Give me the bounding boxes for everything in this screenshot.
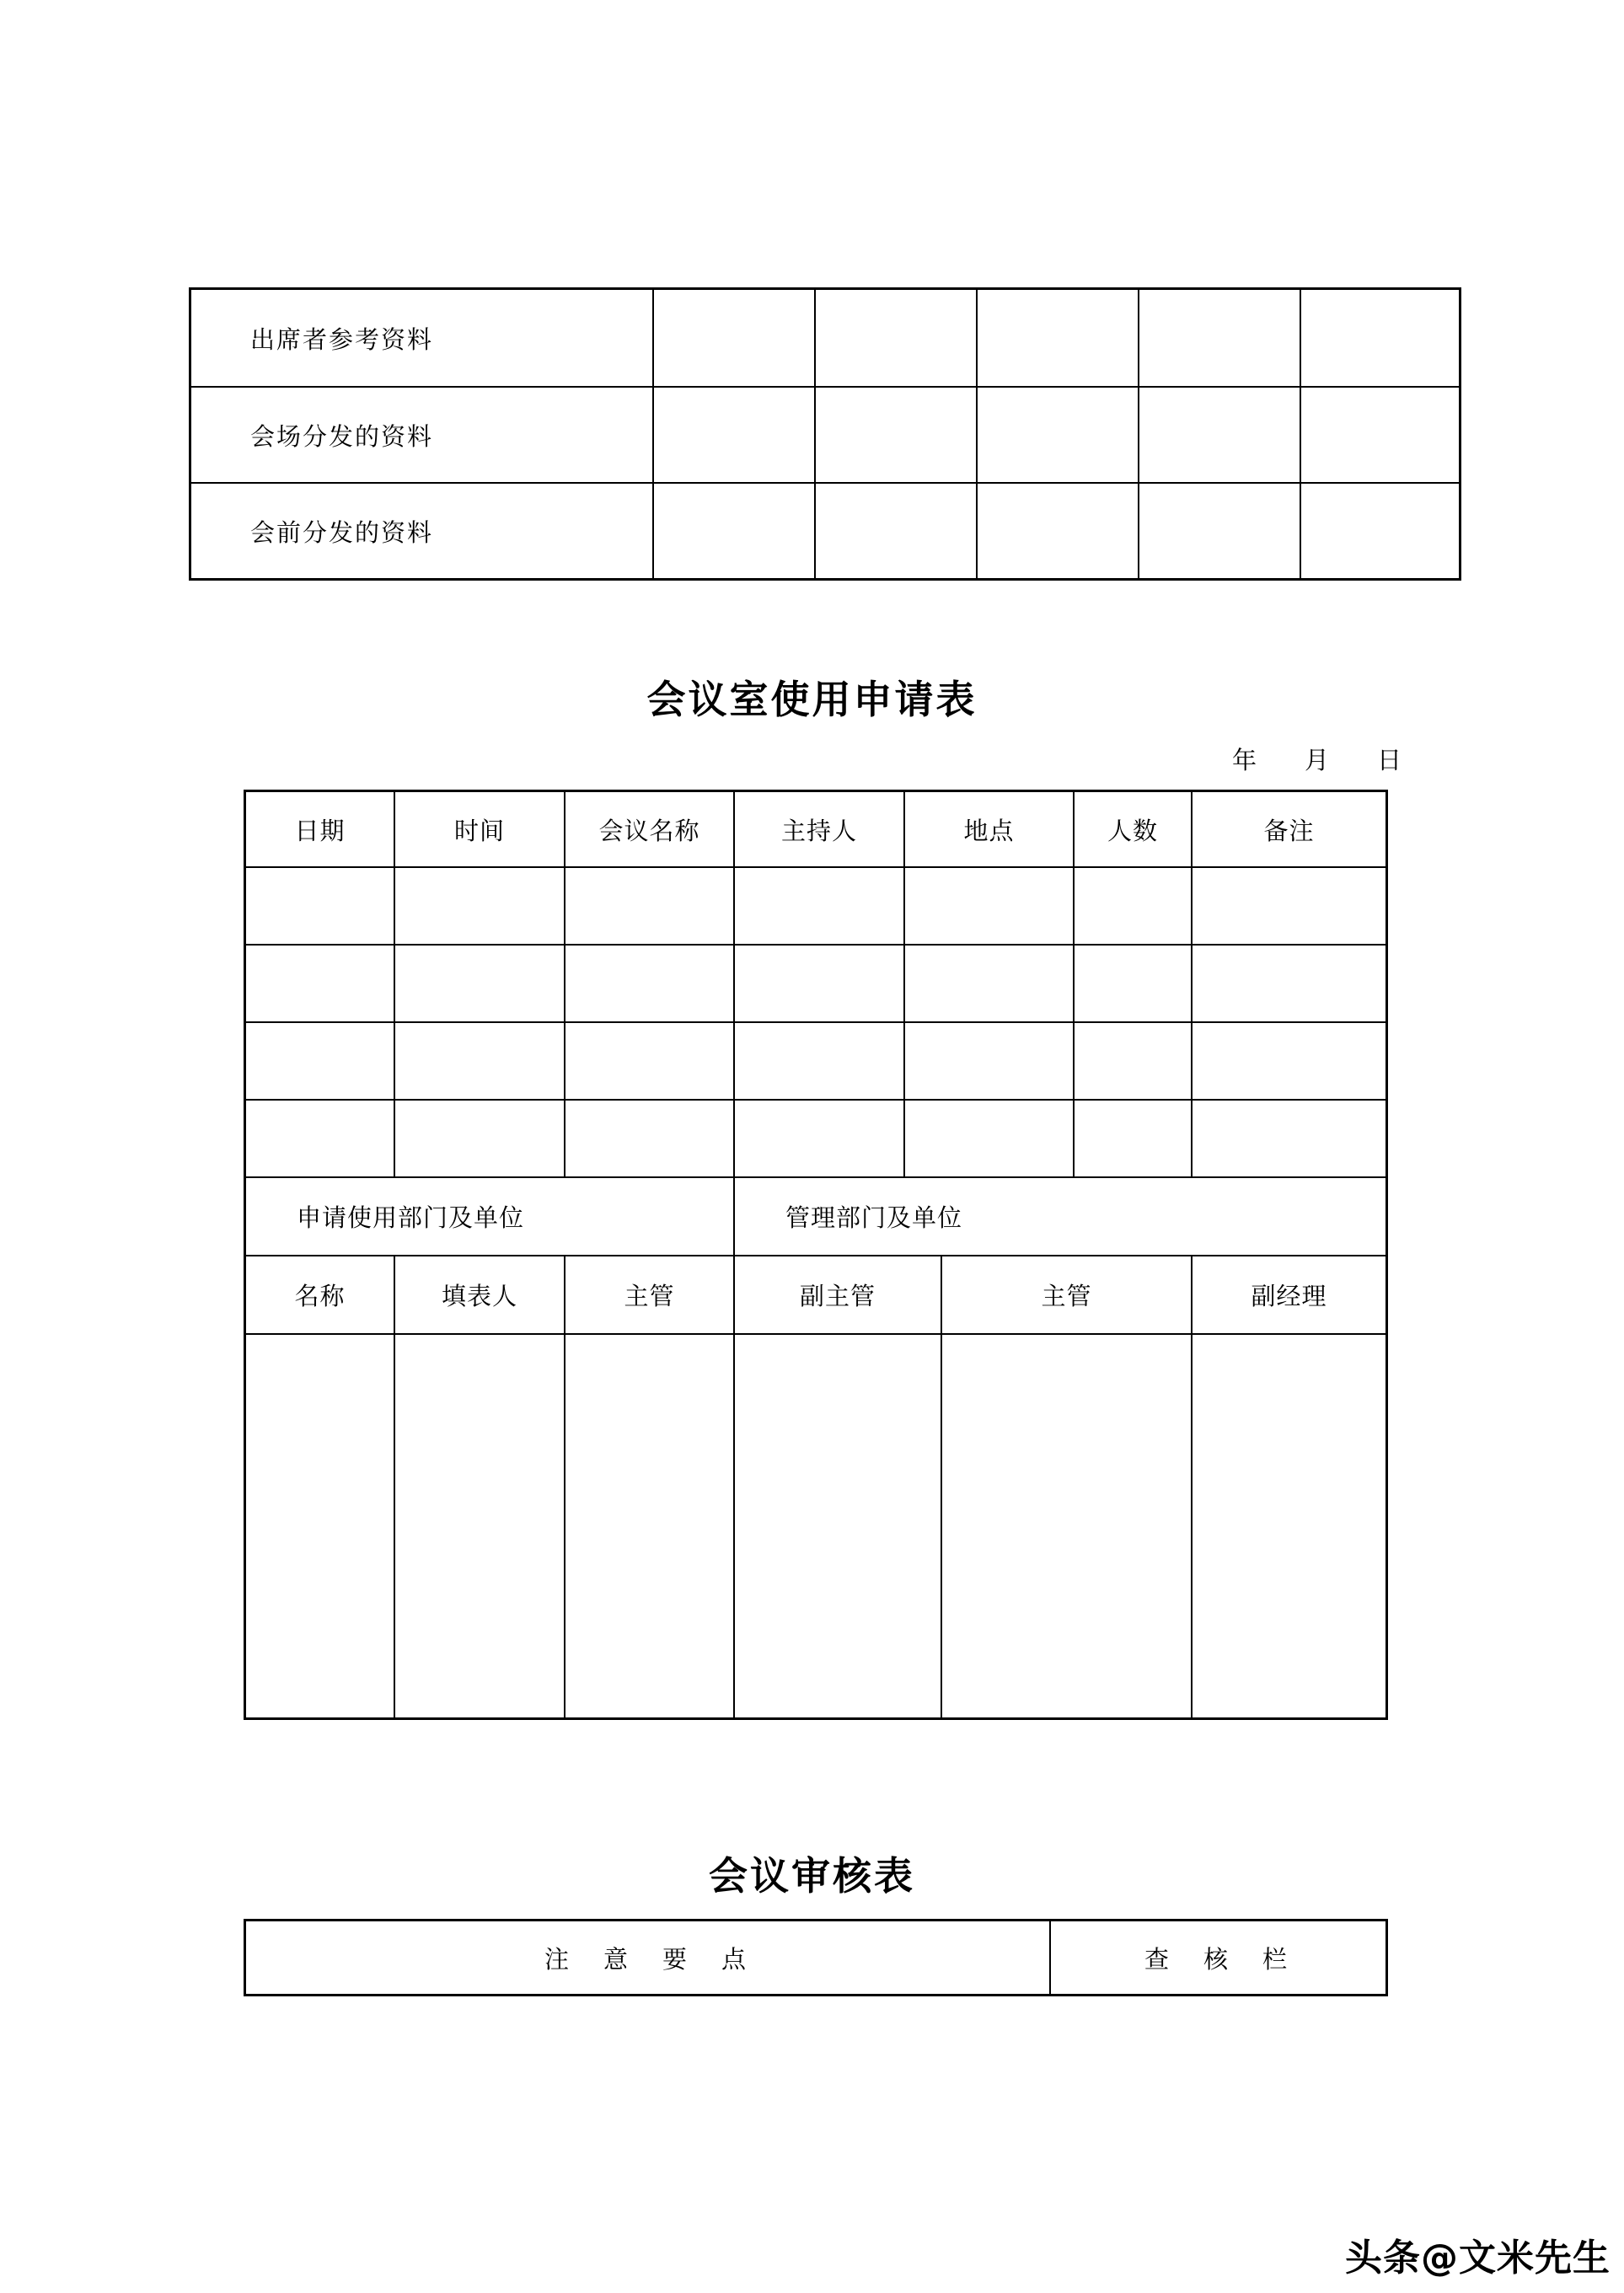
- empty-cell: [394, 1335, 564, 1717]
- empty-cell: [941, 1335, 1191, 1717]
- table-row: [246, 1099, 1385, 1176]
- empty-cell: [246, 1335, 394, 1717]
- subheader-filler: 填表人: [394, 1256, 564, 1333]
- empty-cell: [903, 1101, 1073, 1176]
- row-label: 会前分发的资料: [250, 517, 434, 547]
- subheader-deputy-supervisor: 副主管: [733, 1256, 941, 1333]
- empty-cell: [564, 1335, 733, 1717]
- subheader-supervisor: 主管: [564, 1256, 733, 1333]
- empty-cell: [903, 1023, 1073, 1099]
- row-label: 出席者参考资料: [250, 324, 434, 354]
- review-form-table: [244, 1919, 1388, 1996]
- empty-cell: [1191, 1023, 1385, 1099]
- column-header-remarks: 备注: [1191, 792, 1385, 866]
- column-header-location: 地点: [903, 792, 1073, 866]
- empty-cell: [976, 484, 1138, 578]
- empty-cell: [652, 388, 814, 482]
- empty-cell: [394, 946, 564, 1021]
- empty-cell: [976, 290, 1138, 386]
- empty-cell: [733, 1023, 903, 1099]
- subheader-row: [246, 1255, 1385, 1333]
- department-row: [246, 1176, 1385, 1255]
- empty-cell: [1073, 946, 1191, 1021]
- materials-table: [189, 287, 1461, 581]
- empty-cell: [1300, 290, 1459, 386]
- empty-cell: [1300, 484, 1459, 578]
- empty-cell: [1191, 1335, 1385, 1717]
- subheader-name: 名称: [294, 1282, 346, 1310]
- application-form-title: 会议室使用申请表: [646, 677, 978, 722]
- application-form-table: [244, 790, 1388, 1720]
- empty-cell: [1191, 868, 1385, 944]
- empty-cell: [814, 290, 976, 386]
- column-header-date: 日期: [294, 816, 346, 845]
- empty-cell: [1073, 1101, 1191, 1176]
- managing-department-label: 管理部门及单位: [733, 1178, 1385, 1255]
- table-row: [246, 1021, 1385, 1099]
- empty-cell: [814, 484, 976, 578]
- date-line: 年 月 日: [1231, 746, 1413, 774]
- note-points-header: 注 意 要 点: [246, 1921, 1051, 1994]
- table-row: [246, 944, 1385, 1021]
- column-header-host: 主持人: [733, 792, 903, 866]
- empty-cell: [1191, 1101, 1385, 1176]
- applicant-department-label: 申请使用部门及单位: [297, 1203, 525, 1232]
- watermark-text: 头条@文米先生: [1345, 2237, 1611, 2280]
- review-form-title: 会议审核表: [709, 1853, 915, 1899]
- column-header-time: 时间: [394, 792, 564, 866]
- empty-cell: [564, 1023, 733, 1099]
- empty-cell: [246, 946, 394, 1021]
- empty-cell: [733, 1101, 903, 1176]
- header-row: [246, 792, 1385, 866]
- empty-cell: [1073, 1023, 1191, 1099]
- empty-cell: [814, 388, 976, 482]
- table-row: [191, 386, 1459, 482]
- check-column-header: 查 核 栏: [1144, 1944, 1292, 1974]
- empty-cell: [394, 868, 564, 944]
- empty-cell: [1191, 946, 1385, 1021]
- empty-cell: [1138, 388, 1300, 482]
- table-row: [191, 482, 1459, 578]
- column-header-meeting-name: 会议名称: [564, 792, 733, 866]
- subheader-supervisor-2: 主管: [941, 1256, 1191, 1333]
- empty-cell: [652, 290, 814, 386]
- empty-cell: [733, 868, 903, 944]
- empty-cell: [733, 946, 903, 1021]
- row-label: 会场分发的资料: [250, 421, 434, 451]
- empty-cell: [394, 1023, 564, 1099]
- table-row: [191, 290, 1459, 386]
- empty-cell: [564, 868, 733, 944]
- empty-cell: [1138, 290, 1300, 386]
- table-row: [246, 866, 1385, 944]
- empty-cell: [1300, 388, 1459, 482]
- empty-cell: [564, 946, 733, 1021]
- empty-cell: [246, 868, 394, 944]
- empty-cell: [394, 1101, 564, 1176]
- empty-cell: [1138, 484, 1300, 578]
- empty-cell: [733, 1335, 941, 1717]
- column-header-headcount: 人数: [1073, 792, 1191, 866]
- empty-cell: [1073, 868, 1191, 944]
- empty-cell: [564, 1101, 733, 1176]
- empty-cell: [246, 1101, 394, 1176]
- signature-row: [246, 1333, 1385, 1717]
- empty-cell: [903, 946, 1073, 1021]
- empty-cell: [652, 484, 814, 578]
- empty-cell: [976, 388, 1138, 482]
- subheader-deputy-manager: 副经理: [1191, 1256, 1385, 1333]
- empty-cell: [903, 868, 1073, 944]
- empty-cell: [246, 1023, 394, 1099]
